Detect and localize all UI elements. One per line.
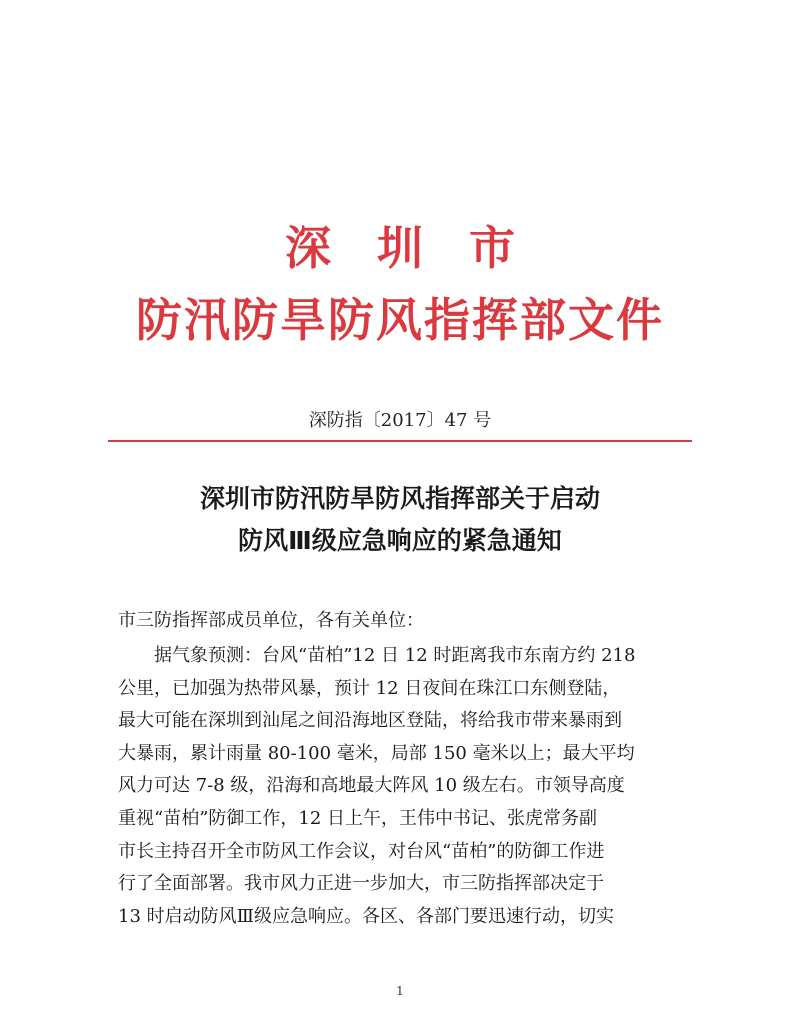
body-line: 13 时启动防风Ⅲ级应急响应。各区、各部门要迅速行动，切实: [118, 905, 614, 927]
body-line: 大暴雨，累计雨量 80-100 毫米，局部 150 毫米以上；最大平均: [118, 742, 635, 764]
document-title-line-2: 防风Ⅲ级应急响应的紧急通知: [238, 526, 562, 555]
body-line: 风力可达 7-8 级，沿海和高地最大阵风 10 级左右。市领导高度: [118, 775, 625, 797]
document-number: 深防指〔2017〕47 号: [308, 410, 492, 431]
document-title: [0, 478, 800, 562]
header-divider: [108, 440, 692, 442]
issuer-header-city: 深圳市: [285, 221, 561, 275]
issuer-header-agency: 防汛防旱防风指挥部文件: [136, 293, 664, 347]
page-number: 1: [396, 984, 404, 998]
body-paragraph: [118, 640, 694, 933]
body-line: 重视“苗柏”防御工作，12 日上午，王伟中书记、张虎常务副: [118, 807, 598, 829]
body-line: 市长主持召开全市防风工作会议，对台风“苗柏”的防御工作进: [118, 840, 605, 862]
body-line: 行了全面部署。我市风力正进一步加大，市三防指挥部决定于: [118, 873, 604, 895]
document-title-line-1: 深圳市防汛防旱防风指挥部关于启动: [199, 484, 600, 513]
salutation: 市三防指挥部成员单位，各有关单位：: [118, 610, 424, 631]
body-line: 最大可能在深圳到汕尾之间沿海地区登陆，将给我市带来暴雨到: [118, 710, 622, 732]
body-line: 公里，已加强为热带风暴，预计 12 日夜间在珠江口东侧登陆，: [118, 677, 621, 699]
body-line: 据气象预测：台风“苗柏”12 日 12 时距离我市东南方约 218: [154, 645, 636, 666]
